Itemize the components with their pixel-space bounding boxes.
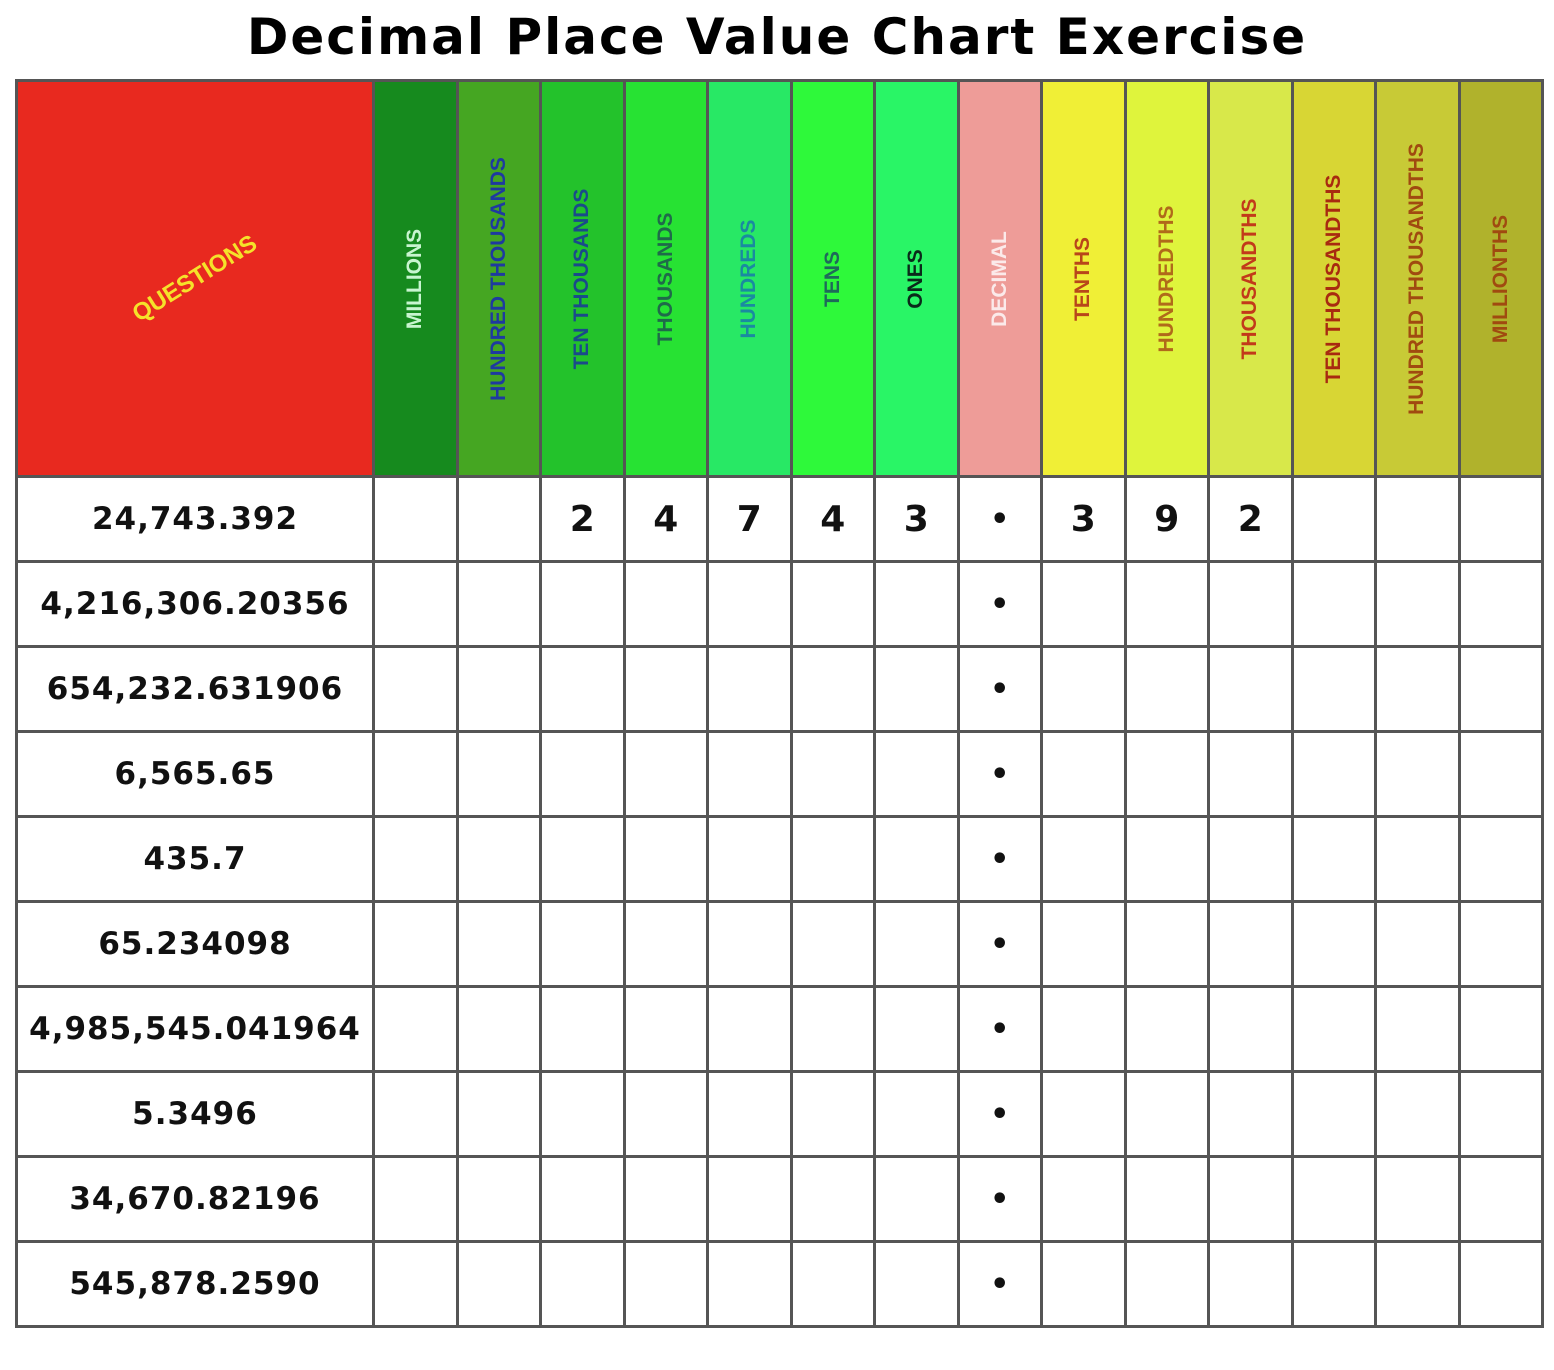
answer-cell-thousandths[interactable] <box>1209 1072 1293 1157</box>
answer-cell-tenths[interactable] <box>1042 1072 1126 1157</box>
answer-cell-millions[interactable] <box>374 562 458 647</box>
answer-cell-hundred-thousands[interactable] <box>457 987 541 1072</box>
decimal-point-cell: • <box>958 1157 1042 1242</box>
answer-cell-hundred-thousandths[interactable] <box>1376 987 1460 1072</box>
question-number: 65.234098 <box>17 902 374 987</box>
answer-cell-hundred-thousandths[interactable] <box>1376 477 1460 562</box>
answer-cell-hundreds[interactable]: 7 <box>708 477 792 562</box>
answer-cell-ten-thousands[interactable] <box>541 1157 625 1242</box>
answer-cell-hundreds[interactable] <box>708 562 792 647</box>
question-number: 34,670.82196 <box>17 1157 374 1242</box>
answer-cell-ones[interactable] <box>875 817 959 902</box>
answer-cell-hundred-thousands[interactable] <box>457 477 541 562</box>
answer-cell-thousands[interactable] <box>624 1072 708 1157</box>
answer-cell-thousands[interactable] <box>624 562 708 647</box>
column-header-ten-thousands <box>541 81 625 477</box>
answer-cell-millionths[interactable] <box>1459 1157 1543 1242</box>
answer-cell-hundred-thousands[interactable] <box>457 1157 541 1242</box>
answer-cell-tens[interactable] <box>791 1072 875 1157</box>
answer-cell-ones[interactable]: 3 <box>875 477 959 562</box>
question-number: 24,743.392 <box>17 477 374 562</box>
answer-cell-millionths[interactable] <box>1459 987 1543 1072</box>
answer-cell-ten-thousands[interactable] <box>541 562 625 647</box>
column-header-label: THOUSANDTHS <box>1238 198 1262 359</box>
answer-cell-thousands[interactable] <box>624 817 708 902</box>
decimal-point-cell: • <box>958 477 1042 562</box>
answer-cell-hundredths[interactable] <box>1125 1242 1209 1327</box>
answer-cell-thousandths[interactable] <box>1209 987 1293 1072</box>
answer-cell-hundredths[interactable]: 9 <box>1125 477 1209 562</box>
table-row <box>17 817 1543 902</box>
answer-cell-thousands[interactable] <box>624 732 708 817</box>
answer-cell-thousandths[interactable]: 2 <box>1209 477 1293 562</box>
answer-cell-ones[interactable] <box>875 562 959 647</box>
answer-cell-millions[interactable] <box>374 902 458 987</box>
answer-cell-ones[interactable] <box>875 1242 959 1327</box>
table-row <box>17 647 1543 732</box>
answer-cell-hundreds[interactable] <box>708 732 792 817</box>
question-number: 545,878.2590 <box>17 1242 374 1327</box>
answer-cell-hundreds[interactable] <box>708 817 792 902</box>
answer-cell-hundredths[interactable] <box>1125 1072 1209 1157</box>
answer-cell-tens[interactable] <box>791 732 875 817</box>
answer-cell-ten-thousands[interactable] <box>541 1242 625 1327</box>
answer-cell-millionths[interactable] <box>1459 647 1543 732</box>
answer-cell-ten-thousandths[interactable] <box>1292 647 1376 732</box>
column-header-label: HUNDRED THOUSANDTHS <box>1405 142 1429 415</box>
answer-cell-ten-thousands[interactable] <box>541 647 625 732</box>
decimal-point-cell: • <box>958 562 1042 647</box>
answer-cell-tens[interactable] <box>791 987 875 1072</box>
answer-cell-ten-thousands[interactable] <box>541 817 625 902</box>
question-number: 4,216,306.20356 <box>17 562 374 647</box>
answer-cell-millionths[interactable] <box>1459 732 1543 817</box>
answer-cell-ten-thousands[interactable] <box>541 987 625 1072</box>
column-header-label: MILLIONS <box>403 228 427 329</box>
question-number: 6,565.65 <box>17 732 374 817</box>
column-header-label: TEN THOUSANDS <box>570 188 594 369</box>
answer-cell-thousandths[interactable] <box>1209 1157 1293 1242</box>
header-row <box>17 81 1543 477</box>
table-row <box>17 732 1543 817</box>
question-number: 435.7 <box>17 817 374 902</box>
answer-cell-millionths[interactable] <box>1459 1242 1543 1327</box>
answer-cell-tens[interactable]: 4 <box>791 477 875 562</box>
question-number: 4,985,545.041964 <box>17 987 374 1072</box>
answer-cell-thousandths[interactable] <box>1209 562 1293 647</box>
answer-cell-tenths[interactable] <box>1042 1157 1126 1242</box>
decimal-point-cell: • <box>958 1072 1042 1157</box>
answer-cell-ten-thousandths[interactable] <box>1292 1157 1376 1242</box>
answer-cell-hundreds[interactable] <box>708 987 792 1072</box>
column-header-label: MILLIONTHS <box>1488 214 1512 343</box>
column-header-ten-thousandths <box>1292 81 1376 477</box>
answer-cell-millions[interactable] <box>374 647 458 732</box>
answer-cell-ten-thousandths[interactable] <box>1292 1242 1376 1327</box>
decimal-point-cell: • <box>958 1242 1042 1327</box>
column-header-label: ONES <box>904 248 928 309</box>
answer-cell-tens[interactable] <box>791 562 875 647</box>
answer-cell-ten-thousands[interactable]: 2 <box>541 477 625 562</box>
answer-cell-hundreds[interactable] <box>708 1242 792 1327</box>
answer-cell-hundredths[interactable] <box>1125 1157 1209 1242</box>
answer-cell-tens[interactable] <box>791 1157 875 1242</box>
answer-cell-ten-thousandths[interactable] <box>1292 562 1376 647</box>
answer-cell-ones[interactable] <box>875 902 959 987</box>
answer-cell-ten-thousandths[interactable] <box>1292 987 1376 1072</box>
answer-cell-hundred-thousandths[interactable] <box>1376 562 1460 647</box>
column-header-millions <box>374 81 458 477</box>
answer-cell-millionths[interactable] <box>1459 562 1543 647</box>
answer-cell-hundreds[interactable] <box>708 902 792 987</box>
answer-cell-thousandths[interactable] <box>1209 732 1293 817</box>
answer-cell-tenths[interactable] <box>1042 987 1126 1072</box>
answer-cell-thousands[interactable] <box>624 987 708 1072</box>
answer-cell-millionths[interactable] <box>1459 1072 1543 1157</box>
answer-cell-thousands[interactable] <box>624 1157 708 1242</box>
question-number: 5.3496 <box>17 1072 374 1157</box>
column-header-millionths <box>1459 81 1543 477</box>
answer-cell-ten-thousands[interactable] <box>541 1072 625 1157</box>
column-header-thousands <box>624 81 708 477</box>
column-header-label: HUNDREDS <box>737 218 761 339</box>
answer-cell-ones[interactable] <box>875 1157 959 1242</box>
answer-cell-millions[interactable] <box>374 477 458 562</box>
questions-header-label: QUESTIONS <box>127 229 262 327</box>
answer-cell-hundredths[interactable] <box>1125 987 1209 1072</box>
answer-cell-hundred-thousands[interactable] <box>457 1242 541 1327</box>
column-header-hundred-thousands <box>457 81 541 477</box>
answer-cell-hundred-thousandths[interactable] <box>1376 1242 1460 1327</box>
answer-cell-hundred-thousandths[interactable] <box>1376 902 1460 987</box>
answer-cell-millions[interactable] <box>374 1157 458 1242</box>
column-header-label: TEN THOUSANDTHS <box>1321 174 1345 383</box>
answer-cell-tens[interactable] <box>791 647 875 732</box>
answer-cell-tens[interactable] <box>791 817 875 902</box>
answer-cell-ones[interactable] <box>875 732 959 817</box>
answer-cell-hundreds[interactable] <box>708 1157 792 1242</box>
answer-cell-tens[interactable] <box>791 1242 875 1327</box>
column-header-hundredths <box>1125 81 1209 477</box>
answer-cell-hundreds[interactable] <box>708 1072 792 1157</box>
answer-cell-tenths[interactable] <box>1042 902 1126 987</box>
table-row <box>17 1157 1543 1242</box>
answer-cell-millionths[interactable] <box>1459 817 1543 902</box>
answer-cell-millions[interactable] <box>374 732 458 817</box>
answer-cell-tenths[interactable] <box>1042 562 1126 647</box>
answer-cell-thousands[interactable]: 4 <box>624 477 708 562</box>
answer-cell-ten-thousandths[interactable] <box>1292 1072 1376 1157</box>
answer-cell-tenths[interactable] <box>1042 647 1126 732</box>
answer-cell-hundred-thousands[interactable] <box>457 647 541 732</box>
column-header-label: TENTHS <box>1071 236 1095 321</box>
table-row <box>17 1242 1543 1327</box>
decimal-point-cell: • <box>958 817 1042 902</box>
column-header-hundred-thousandths <box>1376 81 1460 477</box>
column-header-label: HUNDREDTHS <box>1154 205 1178 352</box>
column-header-tens <box>791 81 875 477</box>
answer-cell-tenths[interactable]: 3 <box>1042 477 1126 562</box>
answer-cell-thousandths[interactable] <box>1209 817 1293 902</box>
table-row <box>17 902 1543 987</box>
answer-cell-ten-thousands[interactable] <box>541 902 625 987</box>
answer-cell-ten-thousands[interactable] <box>541 732 625 817</box>
column-header-tenths <box>1042 81 1126 477</box>
decimal-point-cell: • <box>958 902 1042 987</box>
answer-cell-thousandths[interactable] <box>1209 902 1293 987</box>
answer-cell-millions[interactable] <box>374 817 458 902</box>
answer-cell-ten-thousandths[interactable] <box>1292 902 1376 987</box>
table-row <box>17 1072 1543 1157</box>
answer-cell-hundred-thousands[interactable] <box>457 562 541 647</box>
answer-cell-hundred-thousands[interactable] <box>457 732 541 817</box>
column-header-label: DECIMAL <box>987 230 1011 327</box>
answer-cell-ones[interactable] <box>875 1072 959 1157</box>
column-header-label: THOUSANDS <box>653 211 677 346</box>
answer-cell-ten-thousandths[interactable] <box>1292 477 1376 562</box>
answer-cell-ten-thousandths[interactable] <box>1292 817 1376 902</box>
answer-cell-hundred-thousandths[interactable] <box>1376 1157 1460 1242</box>
answer-cell-millionths[interactable] <box>1459 477 1543 562</box>
answer-cell-hundredths[interactable] <box>1125 732 1209 817</box>
answer-cell-thousands[interactable] <box>624 902 708 987</box>
table-row <box>17 562 1543 647</box>
column-header-label: HUNDRED THOUSANDS <box>486 156 510 401</box>
answer-cell-hundred-thousandths[interactable] <box>1376 647 1460 732</box>
answer-cell-hundreds[interactable] <box>708 647 792 732</box>
answer-cell-hundred-thousandths[interactable] <box>1376 817 1460 902</box>
column-header-thousandths <box>1209 81 1293 477</box>
answer-cell-hundred-thousandths[interactable] <box>1376 732 1460 817</box>
answer-cell-millions[interactable] <box>374 1072 458 1157</box>
answer-cell-hundred-thousands[interactable] <box>457 817 541 902</box>
column-header-label: TENS <box>820 250 844 307</box>
answer-cell-hundred-thousands[interactable] <box>457 902 541 987</box>
answer-cell-millions[interactable] <box>374 1242 458 1327</box>
answer-cell-ones[interactable] <box>875 647 959 732</box>
answer-cell-hundredths[interactable] <box>1125 562 1209 647</box>
answer-cell-thousands[interactable] <box>624 647 708 732</box>
table-row <box>17 477 1543 562</box>
answer-cell-tenths[interactable] <box>1042 1242 1126 1327</box>
decimal-point-cell: • <box>958 647 1042 732</box>
answer-cell-hundredths[interactable] <box>1125 902 1209 987</box>
answer-cell-hundred-thousands[interactable] <box>457 1072 541 1157</box>
questions-header <box>17 81 374 477</box>
answer-cell-ones[interactable] <box>875 987 959 1072</box>
worksheet-title: Decimal Place Value Chart Exercise <box>246 8 1308 66</box>
answer-cell-tens[interactable] <box>791 902 875 987</box>
answer-cell-tenths[interactable] <box>1042 817 1126 902</box>
column-header-hundreds <box>708 81 792 477</box>
column-header-ones <box>875 81 959 477</box>
answer-cell-millions[interactable] <box>374 987 458 1072</box>
answer-cell-hundredths[interactable] <box>1125 817 1209 902</box>
answer-cell-millionths[interactable] <box>1459 902 1543 987</box>
answer-cell-hundredths[interactable] <box>1125 647 1209 732</box>
decimal-point-cell: • <box>958 732 1042 817</box>
place-value-chart <box>15 79 1544 1328</box>
answer-cell-thousands[interactable] <box>624 1242 708 1327</box>
table-row <box>17 987 1543 1072</box>
answer-cell-thousandths[interactable] <box>1209 1242 1293 1327</box>
answer-cell-hundred-thousandths[interactable] <box>1376 1072 1460 1157</box>
answer-cell-ten-thousandths[interactable] <box>1292 732 1376 817</box>
question-number: 654,232.631906 <box>17 647 374 732</box>
answer-cell-thousandths[interactable] <box>1209 647 1293 732</box>
answer-cell-tenths[interactable] <box>1042 732 1126 817</box>
decimal-point-cell: • <box>958 987 1042 1072</box>
column-header-decimal <box>958 81 1042 477</box>
